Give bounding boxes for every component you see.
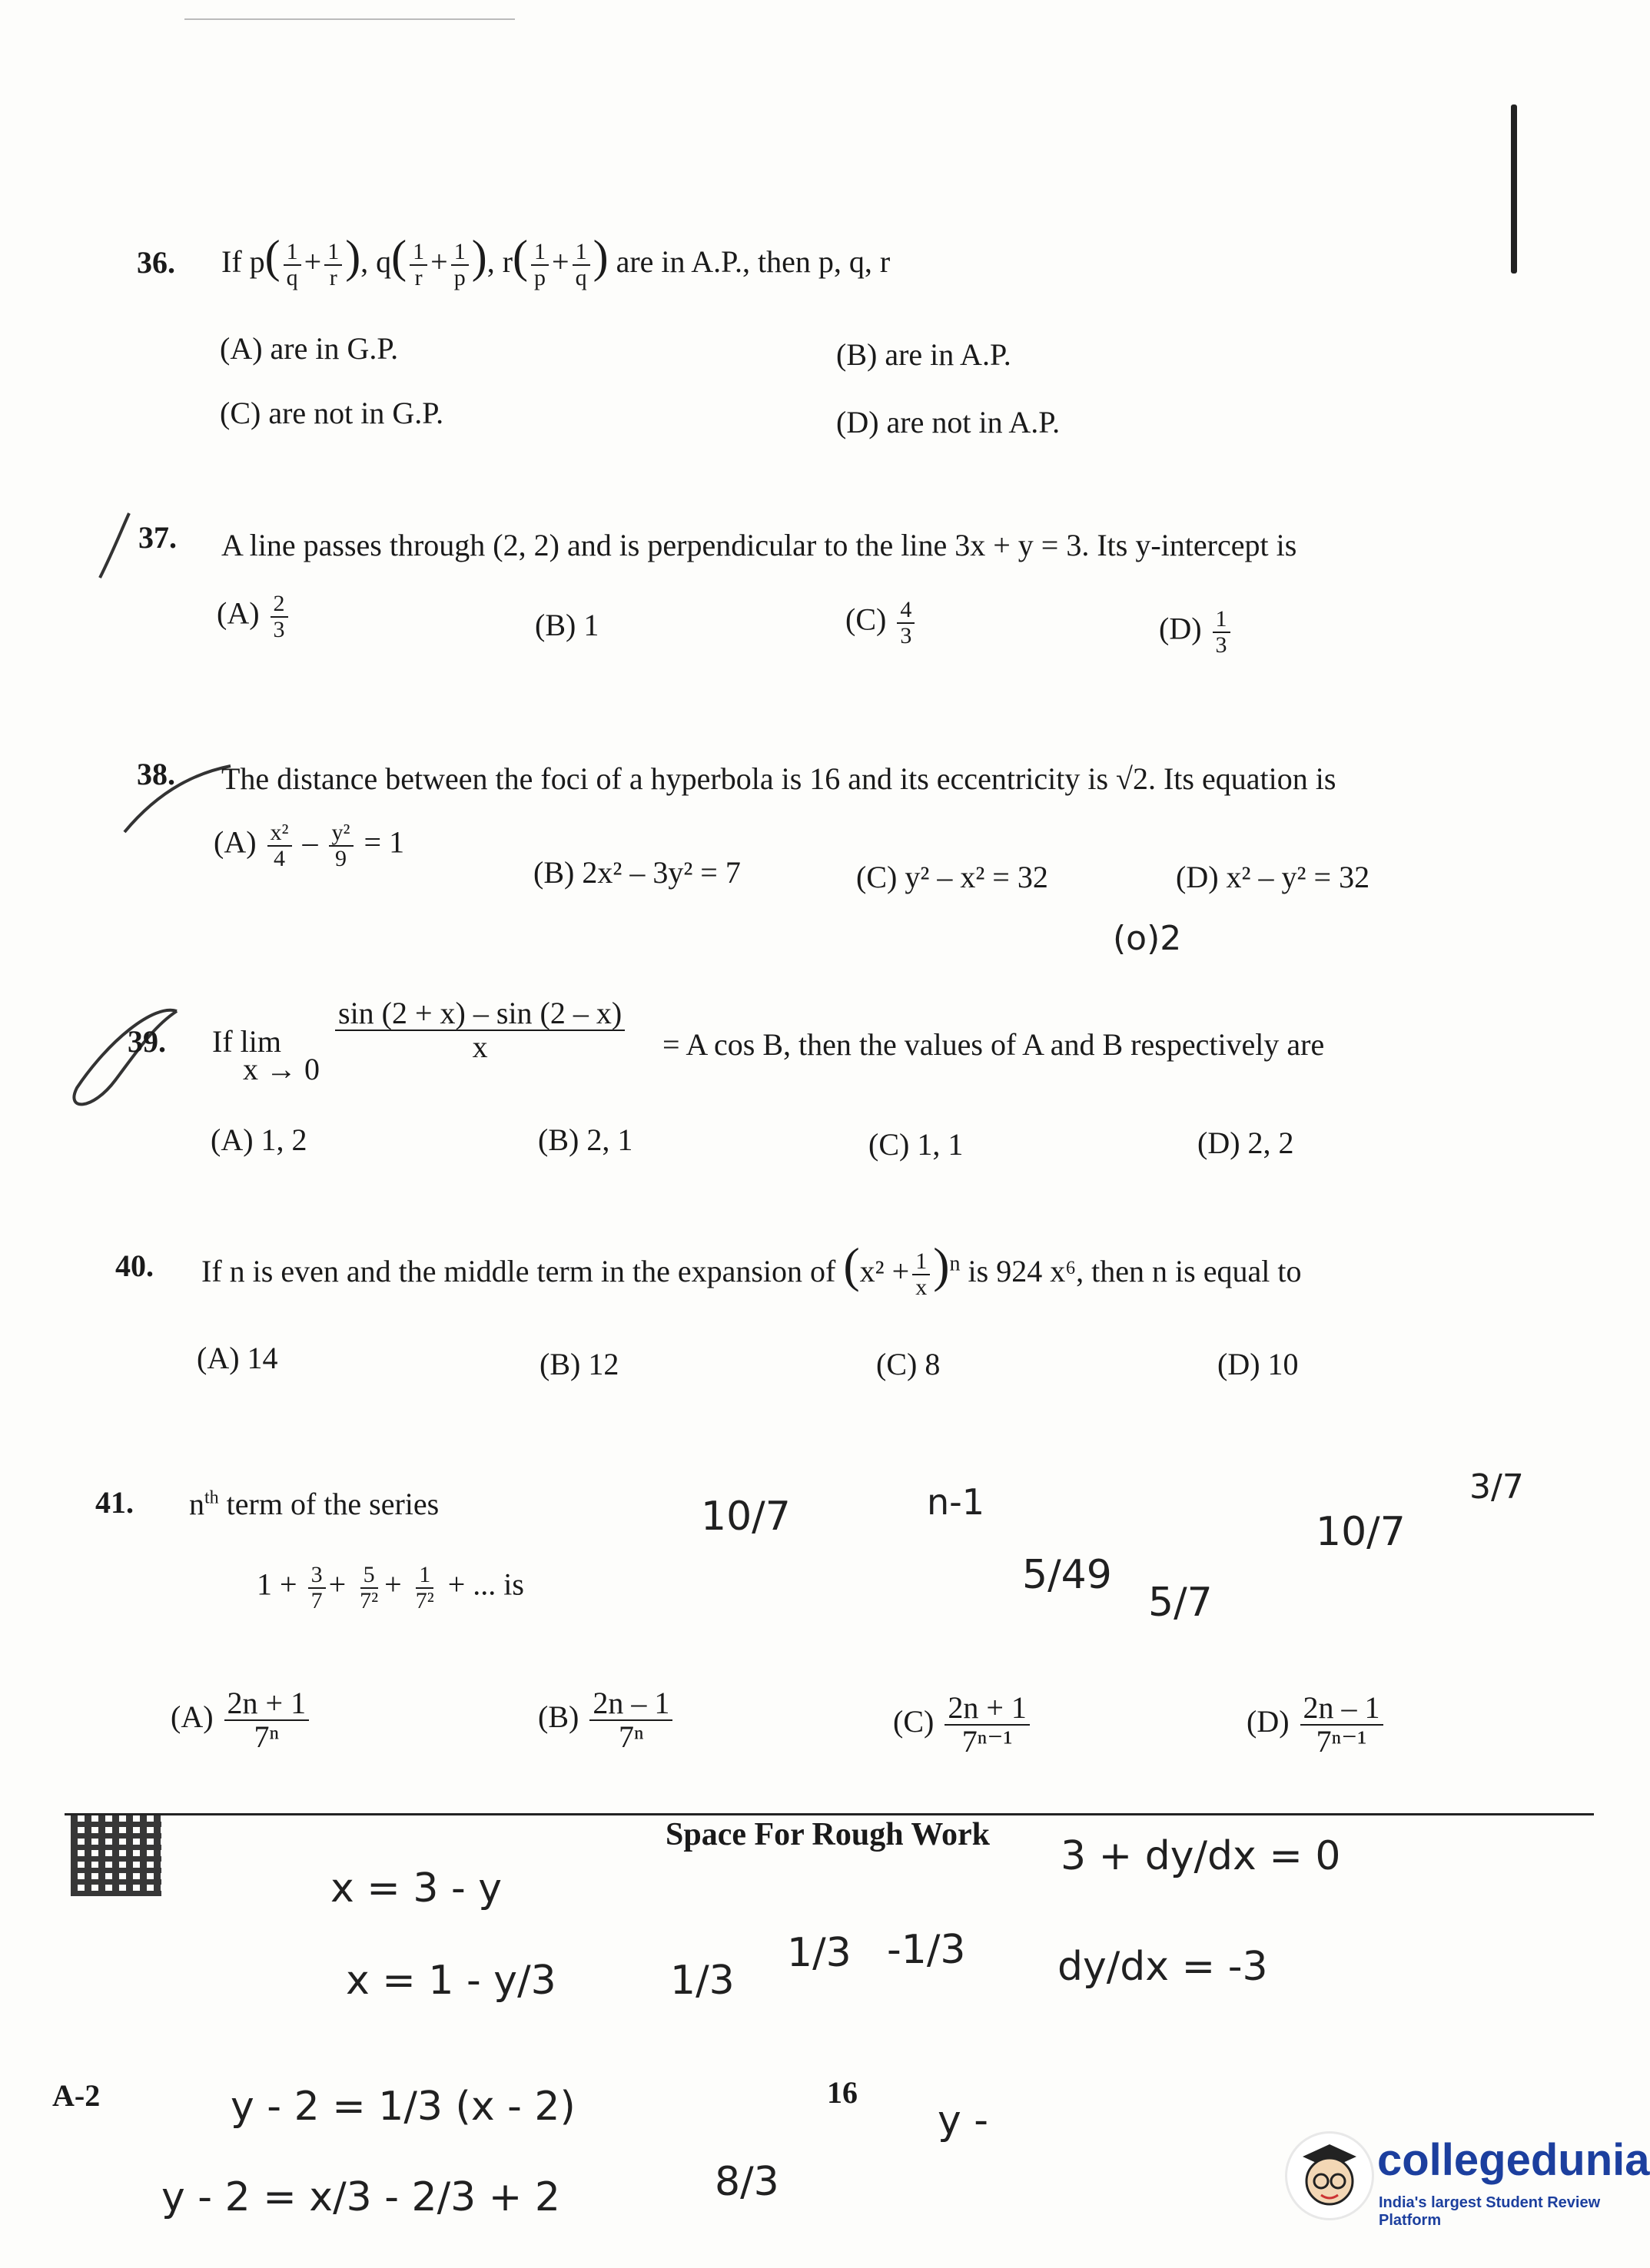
q41-stem: [189, 1486, 439, 1522]
q41-option-c[interactable]: [893, 1692, 1033, 1758]
q37-a-label: (A): [217, 595, 260, 631]
q39-option-c[interactable]: (C) 1, 1: [868, 1127, 964, 1162]
q36-option-d[interactable]: (D) are not in A.P.: [836, 405, 1061, 439]
q41-th: th: [204, 1487, 219, 1508]
q36-option-c[interactable]: (C) are not in G.P.: [220, 396, 444, 430]
q37-a-num: 2: [271, 592, 288, 618]
handwriting-5-49: 5/49: [1022, 1552, 1112, 1598]
q39-lim: If lim: [212, 1024, 281, 1059]
q41-f3d: 7²: [415, 1587, 434, 1613]
q37-d-label: (D): [1159, 611, 1202, 646]
q38-option-b[interactable]: (B) 2x² – 3y² = 7: [533, 855, 741, 890]
q38-a-n1: x²: [267, 821, 292, 847]
q40-exponent: n: [949, 1252, 961, 1276]
q41-number: 41.: [95, 1485, 134, 1520]
q38-option-a[interactable]: (A) $\frac{\text{x²}}{4}$ – $\frac{\text{y²}}{9}$ = 1: [214, 820, 405, 871]
q36-mid1: q: [376, 244, 392, 279]
q36-f3n: 1: [410, 240, 427, 266]
q41-option-a[interactable]: [171, 1687, 312, 1753]
rough-work-title: Space For Rough Work: [666, 1817, 991, 1852]
q41-d-num: 2n – 1: [1300, 1692, 1383, 1726]
handwriting-10-7-a: 10/7: [701, 1494, 791, 1540]
brand-name: collegedunia: [1377, 2135, 1650, 2185]
handwriting-n-1: n-1: [927, 1481, 985, 1523]
q37-option-b[interactable]: (B) 1: [535, 608, 599, 642]
q40-post: is 924 x⁶, then n is equal to: [968, 1254, 1302, 1288]
q38-text: The distance between the foci of a hyperbola is 16 and its eccentricity is √2. Its equation is: [221, 761, 1336, 796]
q41-option-b[interactable]: [538, 1687, 676, 1753]
q41-plus1: +: [328, 1567, 347, 1602]
q41-f3n: 1: [416, 1563, 433, 1589]
q36-stem: If p( $\frac{1}{q}$ + $\frac{1}{r}$ ), q( $\frac{1}{r}$ + $\frac{1}{p}$ ), r( $\frac{1}{p}$ + $\frac{1}{q}$ ) are in A.P., then p, q, r: [221, 231, 891, 290]
q36-f6n: 1: [573, 240, 590, 266]
q41-a-den: 7ⁿ: [254, 1719, 280, 1754]
q36-f5n: 1: [531, 240, 549, 266]
handwriting-x-eq-3-y: x = 3 - y: [330, 1865, 503, 1912]
q39-option-d[interactable]: (D) 2, 2: [1197, 1126, 1294, 1160]
brand-tagline: India's largest Student Review Platform: [1379, 2194, 1601, 2229]
q39-option-a[interactable]: (A) 1, 2: [211, 1122, 307, 1157]
q36-f4n: 1: [451, 240, 469, 266]
q38-option-c[interactable]: (C) y² – x² = 32: [856, 860, 1048, 894]
q37-d-num: 1: [1213, 607, 1230, 633]
handwriting-one-third-a: 1/3: [670, 1958, 735, 2004]
q37-c-num: 4: [897, 598, 915, 624]
q37-option-d[interactable]: [1159, 607, 1233, 657]
q41-c-label: (C): [893, 1704, 935, 1739]
handwriting-3-7: 3/7: [1469, 1467, 1524, 1507]
q36-f5d: p: [534, 264, 546, 290]
q41-one: 1 +: [257, 1567, 297, 1602]
q36-post: are in A.P., then p, q, r: [616, 244, 891, 279]
q39-fraction: [332, 997, 628, 1063]
q41-c-num: 2n + 1: [945, 1692, 1030, 1726]
q39-lim-sub: x → 0: [243, 1052, 320, 1086]
handwriting-10-7-b: 10/7: [1316, 1509, 1406, 1555]
margin-mark: [1511, 104, 1517, 274]
handwriting-5-7: 5/7: [1148, 1580, 1213, 1626]
q36-number: 36.: [137, 245, 175, 280]
q37-c-label: (C): [845, 602, 887, 637]
q36-option-b[interactable]: (B) are in A.P.: [836, 337, 1011, 372]
q39-loop-mark: [61, 996, 192, 1119]
q41-tail: + ... is: [447, 1567, 524, 1602]
q36-mid2: r: [502, 244, 513, 279]
handwriting-y-minus: y -: [938, 2097, 989, 2144]
q41-f1d: 7: [310, 1587, 323, 1613]
handwriting-y-intercept-calc: y - 2 = x/3 - 2/3 + 2: [161, 2174, 560, 2220]
q38-a-label: (A): [214, 824, 257, 860]
q38-option-d[interactable]: (D) x² – y² = 32: [1176, 860, 1370, 894]
q40-stem: If n is even and the middle term in the expansion of (x² + $\frac{1}{x}$ )$^n$ is 924 x⁶, then n is equal to: [201, 1238, 1302, 1300]
q41-c-den: 7ⁿ⁻¹: [961, 1724, 1013, 1759]
q40-frac-den: x: [915, 1274, 928, 1300]
q41-b-label: (B): [538, 1699, 579, 1735]
q39-option-b[interactable]: (B) 2, 1: [538, 1122, 633, 1157]
q37-option-c[interactable]: [845, 598, 918, 648]
brand-mascot-icon: [1285, 2131, 1374, 2220]
q40-option-c[interactable]: (C) 8: [876, 1347, 941, 1381]
q36-pre: If p: [221, 244, 265, 279]
page-number: 16: [827, 2075, 858, 2110]
q36-f6d: q: [575, 264, 587, 290]
handwriting-cos2: (o)2: [1113, 919, 1182, 958]
q36-f3d: r: [414, 264, 423, 290]
q41-b-num: 2n – 1: [589, 1687, 672, 1721]
q40-number: 40.: [115, 1248, 154, 1283]
q37-option-a[interactable]: [217, 592, 291, 642]
q41-f2n: 5: [360, 1563, 378, 1589]
q40-option-d[interactable]: (D) 10: [1217, 1347, 1299, 1381]
q36-f2d: r: [329, 264, 337, 290]
handwriting-8-3: 8/3: [715, 2159, 779, 2205]
qr-code: [71, 1813, 161, 1896]
top-rule: [184, 18, 515, 20]
rough-work-divider: [65, 1813, 1594, 1815]
q40-pre: If n is even and the middle term in the expansion of: [201, 1254, 836, 1288]
handwriting-point-slope: y - 2 = 1/3 (x - 2): [231, 2084, 576, 2130]
q41-f2d: 7²: [360, 1587, 379, 1613]
q37-number: 37.: [138, 520, 177, 555]
q39-number: 39.: [128, 1024, 166, 1059]
q41-stem-text: term of the series: [218, 1487, 440, 1521]
q41-d-den: 7ⁿ⁻¹: [1316, 1724, 1367, 1759]
q38-number: 38.: [137, 757, 175, 791]
q38-a-d2: 9: [335, 845, 347, 871]
q40-option-b[interactable]: (B) 12: [539, 1347, 619, 1381]
q38-a-d1: 4: [274, 845, 286, 871]
q36-option-a[interactable]: (A) are in G.P.: [220, 331, 399, 366]
q37-a-den: 3: [273, 616, 285, 642]
q39-post: = A cos B, then the values of A and B respectively are: [662, 1027, 1325, 1062]
q40-frac-num: 1: [912, 1249, 930, 1275]
q41-series: [257, 1563, 524, 1613]
page-code: A-2: [52, 2078, 101, 2113]
q36-f2n: 1: [324, 240, 342, 266]
q39-frac-den: x: [472, 1030, 488, 1064]
handwriting-one-third-b: 1/3: [787, 1930, 852, 1976]
q37-c-den: 3: [900, 622, 912, 648]
q36-f1d: q: [286, 264, 298, 290]
handwriting-dydx-eq-neg3: dy/dx = -3: [1057, 1944, 1268, 1990]
q40-x2: x² +: [859, 1254, 910, 1288]
handwriting-neg-one-third: -1/3: [887, 1927, 966, 1973]
q38-a-rhs: = 1: [364, 824, 405, 860]
q38-a-n2: y²: [329, 821, 354, 847]
q37-text: A line passes through (2, 2) and is perpendicular to the line 3x + y = 3. Its y-intercept is: [221, 528, 1297, 562]
q37-d-den: 3: [1215, 632, 1227, 658]
q37-tick-mark: [91, 507, 144, 584]
q41-f1n: 3: [308, 1563, 326, 1589]
handwriting-x-eq-1-y3: x = 1 - y/3: [346, 1958, 556, 2004]
handwriting-3-plus-dydx: 3 + dy/dx = 0: [1061, 1833, 1341, 1879]
q41-b-den: 7ⁿ: [619, 1719, 644, 1754]
q41-n: n: [189, 1487, 204, 1521]
q36-f1n: 1: [284, 240, 301, 266]
q41-a-label: (A): [171, 1699, 214, 1735]
q39-frac-num: sin (2 + x) – sin (2 – x): [335, 997, 625, 1031]
q41-plus2: +: [384, 1567, 402, 1602]
q41-a-num: 2n + 1: [224, 1687, 310, 1721]
q41-d-label: (D): [1247, 1704, 1290, 1739]
q40-option-a[interactable]: (A) 14: [197, 1341, 278, 1375]
q41-option-d[interactable]: [1247, 1692, 1386, 1758]
q36-f4d: p: [453, 264, 466, 290]
